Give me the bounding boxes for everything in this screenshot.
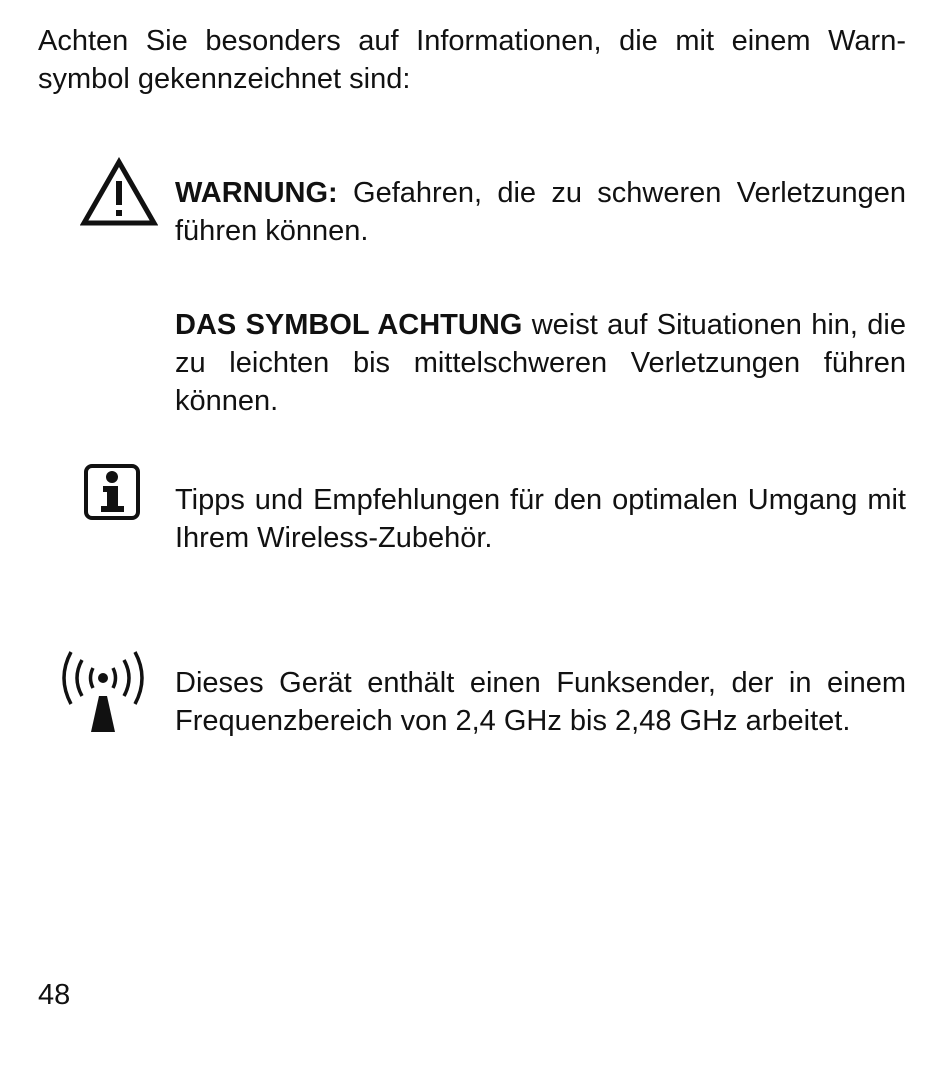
radio-text: Dieses Gerät enthält einen Funksender, der in einem Frequenzbereich von 2,4 GHz bis 2,48 GHz arbeitet. [175,667,906,737]
info-icon [83,463,141,521]
warning-text: Gefahren, die zu schweren Verletzungen führen können. [175,177,906,247]
intro-paragraph [38,22,906,98]
radio-transmitter-icon [55,648,151,736]
caution-label: DAS SYMBOL ACHTUNG [175,309,523,341]
warning-entry [175,174,906,250]
tip-text: Tipps und Empfehlungen für den optimalen Umgang mit Ihrem Wireless-Zubehör. [175,484,906,554]
caution-entry [175,306,906,420]
caution-text: weist auf Situationen hin, die zu leichten bis mittelschweren Verletzungen führen können. [175,309,906,417]
tip-entry [175,481,906,557]
warning-label: WARNUNG: [175,177,338,209]
intro-line-1: Achten Sie besonders auf Informationen, die mit einem Warn- [38,25,906,57]
warning-triangle-icon [80,157,158,227]
page-number: 48 [38,979,71,1011]
intro-line-2: symbol gekennzeichnet sind: [38,63,411,95]
radio-entry [175,664,906,740]
